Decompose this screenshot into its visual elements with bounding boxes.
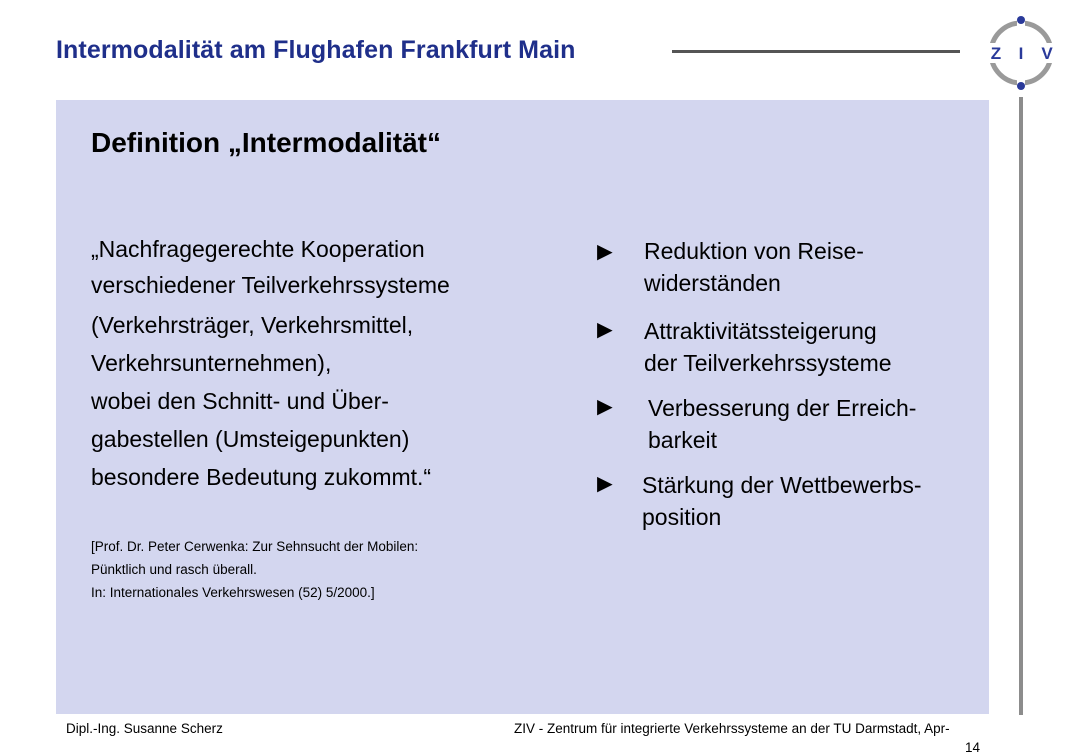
logo-dot-bottom [1017, 82, 1025, 90]
citation-line: In: Internationales Verkehrswesen (52) 5/2000.] [91, 585, 375, 600]
right-vertical-rule [1019, 97, 1023, 715]
bullet-text: Verbesserung der Erreich- [648, 395, 917, 421]
bullet-text: Stärkung der Wettbewerbs- [642, 472, 922, 498]
quote-line: verschiedener Teilverkehrssysteme [91, 272, 450, 298]
quote-line: Verkehrsunternehmen), [91, 350, 332, 376]
quote-line: besondere Bedeutung zukommt.“ [91, 464, 432, 490]
citation-line: Pünktlich und rasch überall. [91, 562, 257, 577]
bullet-text: Reduktion von Reise- [644, 238, 864, 264]
footer-author: Dipl.-Ing. Susanne Scherz [66, 721, 223, 736]
bullet-text: Attraktivitätssteigerung [644, 318, 877, 344]
logo-dot-top [1017, 16, 1025, 24]
title-rule [672, 50, 960, 53]
bullet-text: der Teilverkehrssysteme [644, 350, 892, 376]
quote-line: gabestellen (Umsteigepunkten) [91, 426, 410, 452]
footer-institute: ZIV - Zentrum für integrierte Verkehrssysteme an der TU Darmstadt, Apr- [514, 721, 950, 736]
bullet-arrow-icon: ► [592, 314, 618, 344]
bullet-arrow-icon: ► [592, 236, 618, 266]
logo-letter-z: Z [990, 44, 1002, 63]
logo-letter-i: I [1018, 44, 1024, 63]
quote-line: „Nachfragegerechte Kooperation [91, 236, 425, 262]
quote-line: (Verkehrsträger, Verkehrsmittel, [91, 312, 414, 338]
logo-letter-v: V [1041, 44, 1053, 63]
quote-line: wobei den Schnitt- und Über- [91, 388, 389, 414]
bullet-text: widerständen [644, 270, 781, 296]
citation-line: [Prof. Dr. Peter Cerwenka: Zur Sehnsucht der Mobilen: [91, 539, 419, 554]
bullet-arrow-icon: ► [592, 391, 618, 421]
section-title: Definition „Intermodalität“ [91, 127, 441, 158]
bullet-arrow-icon: ► [592, 468, 618, 498]
slide-title: Intermodalität am Flughafen Frankfurt Main [56, 36, 576, 64]
ziv-logo [980, 14, 1062, 92]
bullet-text: barkeit [648, 427, 718, 453]
bullet-text: position [642, 504, 722, 530]
footer-page-number: 14 [965, 740, 981, 755]
